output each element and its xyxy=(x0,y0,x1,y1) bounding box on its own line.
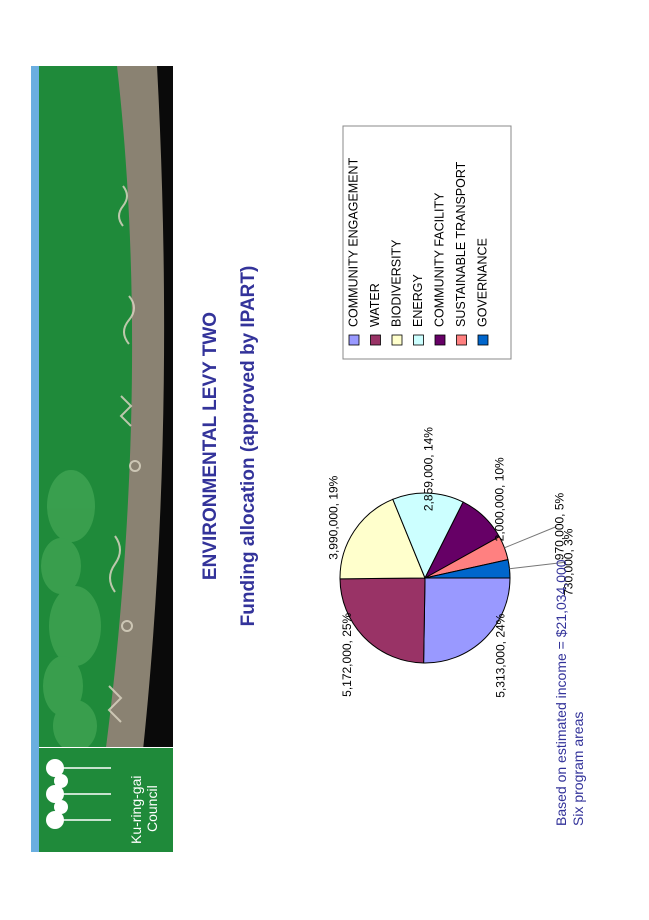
page-subtitle: Funding allocation (approved by IPART) xyxy=(238,265,259,627)
legend-label: GOVERNANCE xyxy=(475,238,490,327)
pie-data-label: 970,000, 5% xyxy=(552,492,567,561)
logo-text-line1: Ku-ring-gai xyxy=(128,775,144,844)
legend-label: WATER xyxy=(367,283,382,327)
chart-legend xyxy=(343,126,511,359)
footnote-line1: Based on estimated income = $21,034,000 xyxy=(553,559,569,826)
legend-swatch xyxy=(457,335,467,345)
footnote-line2: Six program areas xyxy=(570,711,586,826)
pie-data-label: 3,990,000, 19% xyxy=(326,475,341,560)
legend-label: ENERGY xyxy=(410,274,425,327)
legend-swatch xyxy=(349,335,359,345)
legend-label: SUSTAINABLE TRANSPORT xyxy=(453,161,468,327)
pie-label-leader xyxy=(504,527,556,548)
legend-label: COMMUNITY ENGAGEMENT xyxy=(346,157,361,327)
legend-swatch xyxy=(392,335,402,345)
pie-data-label: 2,000,000, 10% xyxy=(492,457,507,542)
pie-chart xyxy=(340,493,510,663)
legend-label: BIODIVERSITY xyxy=(389,239,404,327)
legend-swatch xyxy=(371,335,381,345)
pie-data-label: 2,859,000, 14% xyxy=(421,427,436,512)
legend-swatch xyxy=(414,335,424,345)
legend-swatch xyxy=(478,335,488,345)
logo-text-line2: Council xyxy=(144,785,160,832)
pie-data-label: 5,313,000, 24% xyxy=(493,613,508,698)
pie-data-label: 5,172,000, 25% xyxy=(339,612,354,697)
legend-label: COMMUNITY FACILITY xyxy=(432,192,447,327)
pie-data-label: 730,000, 3% xyxy=(561,528,576,596)
legend-swatch xyxy=(435,335,445,345)
page-title: ENVIRONMENTAL LEVY TWO xyxy=(200,311,221,581)
